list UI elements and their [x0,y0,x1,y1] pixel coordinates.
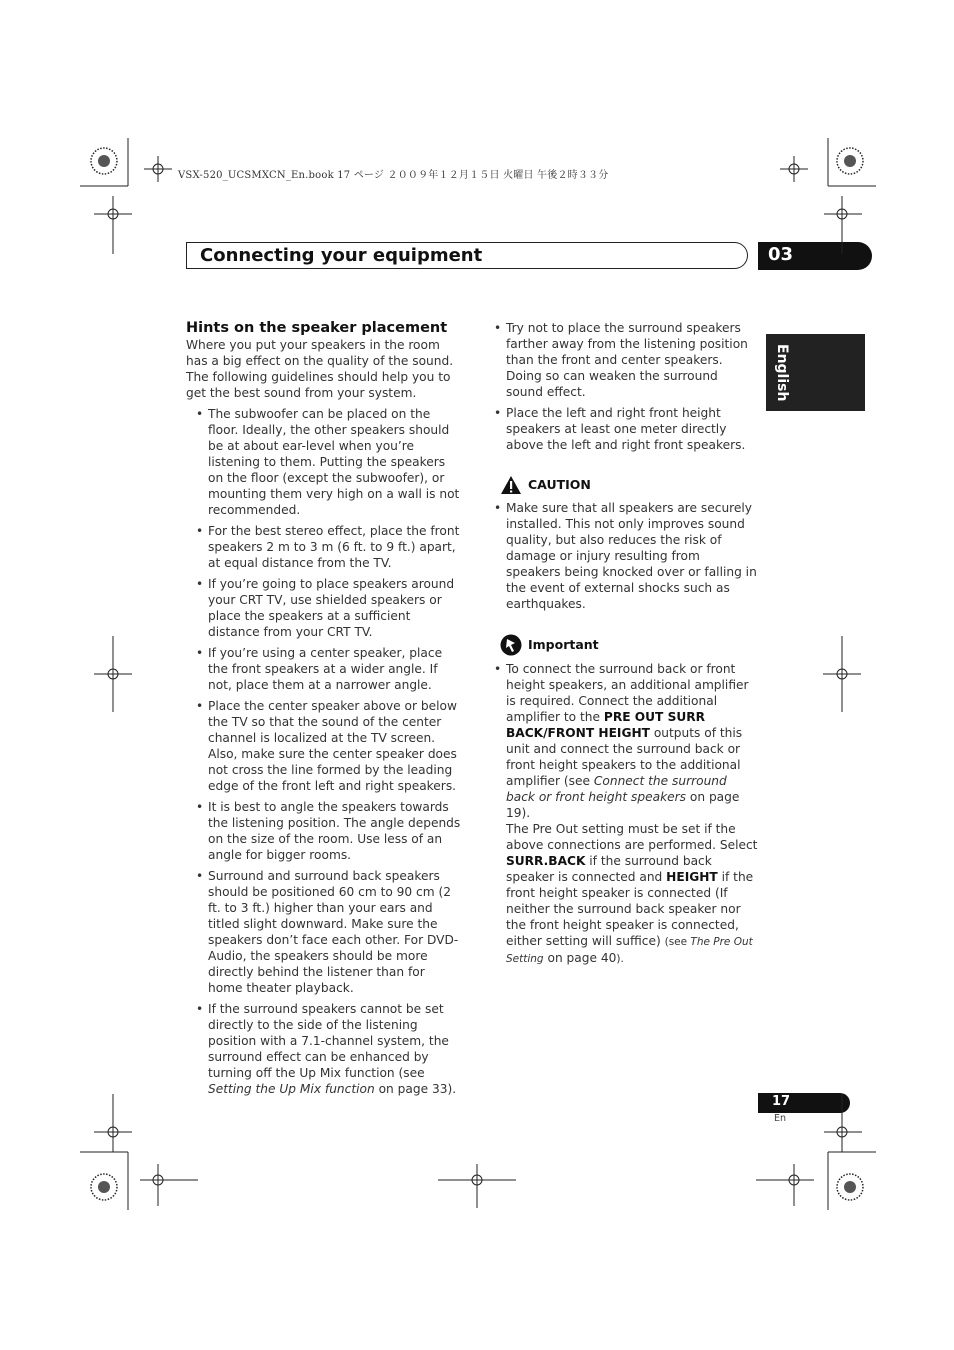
registration-mark-bottom-right [752,1094,882,1214]
chapter-title-bar [186,242,748,269]
registration-mark-top-left [80,130,210,260]
intro-paragraph: Where you put your speakers in the room has a big effect on the quality of the sound. The following guidelines should help you to get the best sound from your system. [186,338,454,400]
cross-reference: Connect the surround back or front height speakers [506,774,727,804]
page-number: 17 [772,1094,791,1109]
setting-label: SURR.BACK [506,854,586,868]
left-column [186,320,462,1102]
registration-mark-bottom-left [80,1094,210,1214]
cross-reference: Setting the Up Mix function [208,1082,375,1096]
registration-mark-bottom-center [438,1160,518,1210]
setting-label: HEIGHT [666,870,718,884]
registration-mark-top-right [752,130,882,260]
list-item: • Surround and surround back speakers should be positioned 60 cm to 90 cm (2 ft. to 3 ft.) higher than your ears and titled slight downward. Make sure the speakers don’t face each other. For DVD-Audio, the speakers should be more directly behind the listener than for home theater playback. [186,868,462,996]
list-item [186,1001,462,1097]
list-item: • It is best to angle the speakers towards the listening position. The angle depends on the size of the room. Use less of an angle for bigger rooms. [186,799,462,863]
language-tab-label: English [774,344,790,402]
list-item-text: on page 33). [374,1082,457,1096]
list-item: • Make sure that all speakers are securely installed. This not only improves sound quality, but also reduces the risk of damage or injury resulting from speakers being knocked over or falling in the event of external shocks such as earthquakes. [494,500,758,612]
list-item: • Try not to place the surround speakers farther away from the listening position than the front and center speakers. Doing so can weaken the surround sound effect. [494,320,758,400]
list-item-text: if the front height speaker is connected (If neither the surround back speaker nor the front height speaker is connected, either setting will suffice) [506,870,754,948]
caution-label: CAUTION [528,477,591,492]
list-item: • If you’re going to place speakers around your CRT TV, use shielded speakers or place the speakers at a sufficient distance from your CRT TV. [186,576,462,640]
registration-mark-mid-left [80,636,150,716]
important-label: Important [528,637,599,652]
list-item-text: outputs of this unit and connect the surround back or front height speakers to the additional amplifier (see [506,726,743,788]
important-heading [500,634,758,656]
list-item-text: on page 19). [506,790,740,820]
list-item-text: To connect the surround back or front height speakers, an additional amplifier is required. Connect the additional amplifier to the [506,662,749,724]
list-item [494,661,758,967]
list-item: • The subwoofer can be placed on the floor. Ideally, the other speakers should be at about ear-level when you’re listening to them. Putting the speakers on the floor (except the subwoofer), or mounting them very high on a wall is not recommended. [186,406,462,518]
print-header: VSX-520_UCSMXCN_En.book 17 ページ ２００９年１２月１５日 火曜日 午後２時３３分 [178,170,609,181]
language-tab [766,334,865,411]
cross-reference: The Pre Out Setting [506,936,753,965]
list-item-text: (see [664,936,691,948]
list-item-text: ). [616,953,624,965]
list-item-text: on page 40 [543,951,617,965]
list-item-text: The Pre Out setting must be set if the above connections are performed. Select [506,822,758,852]
list-item-text: If the surround speakers cannot be set directly to the side of the listening position with a 7.1-channel system, the surround effect can be enhanced by turning off the Up Mix function (see [208,1002,449,1080]
page-language: En [774,1113,787,1124]
chapter-number: 03 [768,244,794,265]
registration-mark-mid-right [808,636,878,716]
list-item-text: if the surround back speaker is connected and [506,854,712,884]
list-item: • For the best stereo effect, place the front speakers 2 m to 3 m (6 ft. to 9 ft.) apart, at equal distance from the TV. [186,523,462,571]
list-item: • Place the left and right front height speakers at least one meter directly above the left and right front speakers. [494,405,758,453]
output-label: PRE OUT SURR BACK/FRONT HEIGHT [506,710,706,740]
list-item: • If you’re using a center speaker, place the front speakers at a wider angle. If not, place them at a narrower angle. [186,645,462,693]
list-item: • Place the center speaker above or below the TV so that the sound of the center channel is localized at the TV screen. Also, make sure the center speaker does not cross the line formed by the leading edge of the front left and right speakers. [186,698,462,794]
important-icon [500,634,522,656]
caution-heading [500,475,758,495]
section-heading: Hints on the speaker placement [186,320,448,336]
chapter-title: Connecting your equipment [200,245,483,266]
warning-triangle-icon [500,475,522,495]
right-column [494,320,758,972]
